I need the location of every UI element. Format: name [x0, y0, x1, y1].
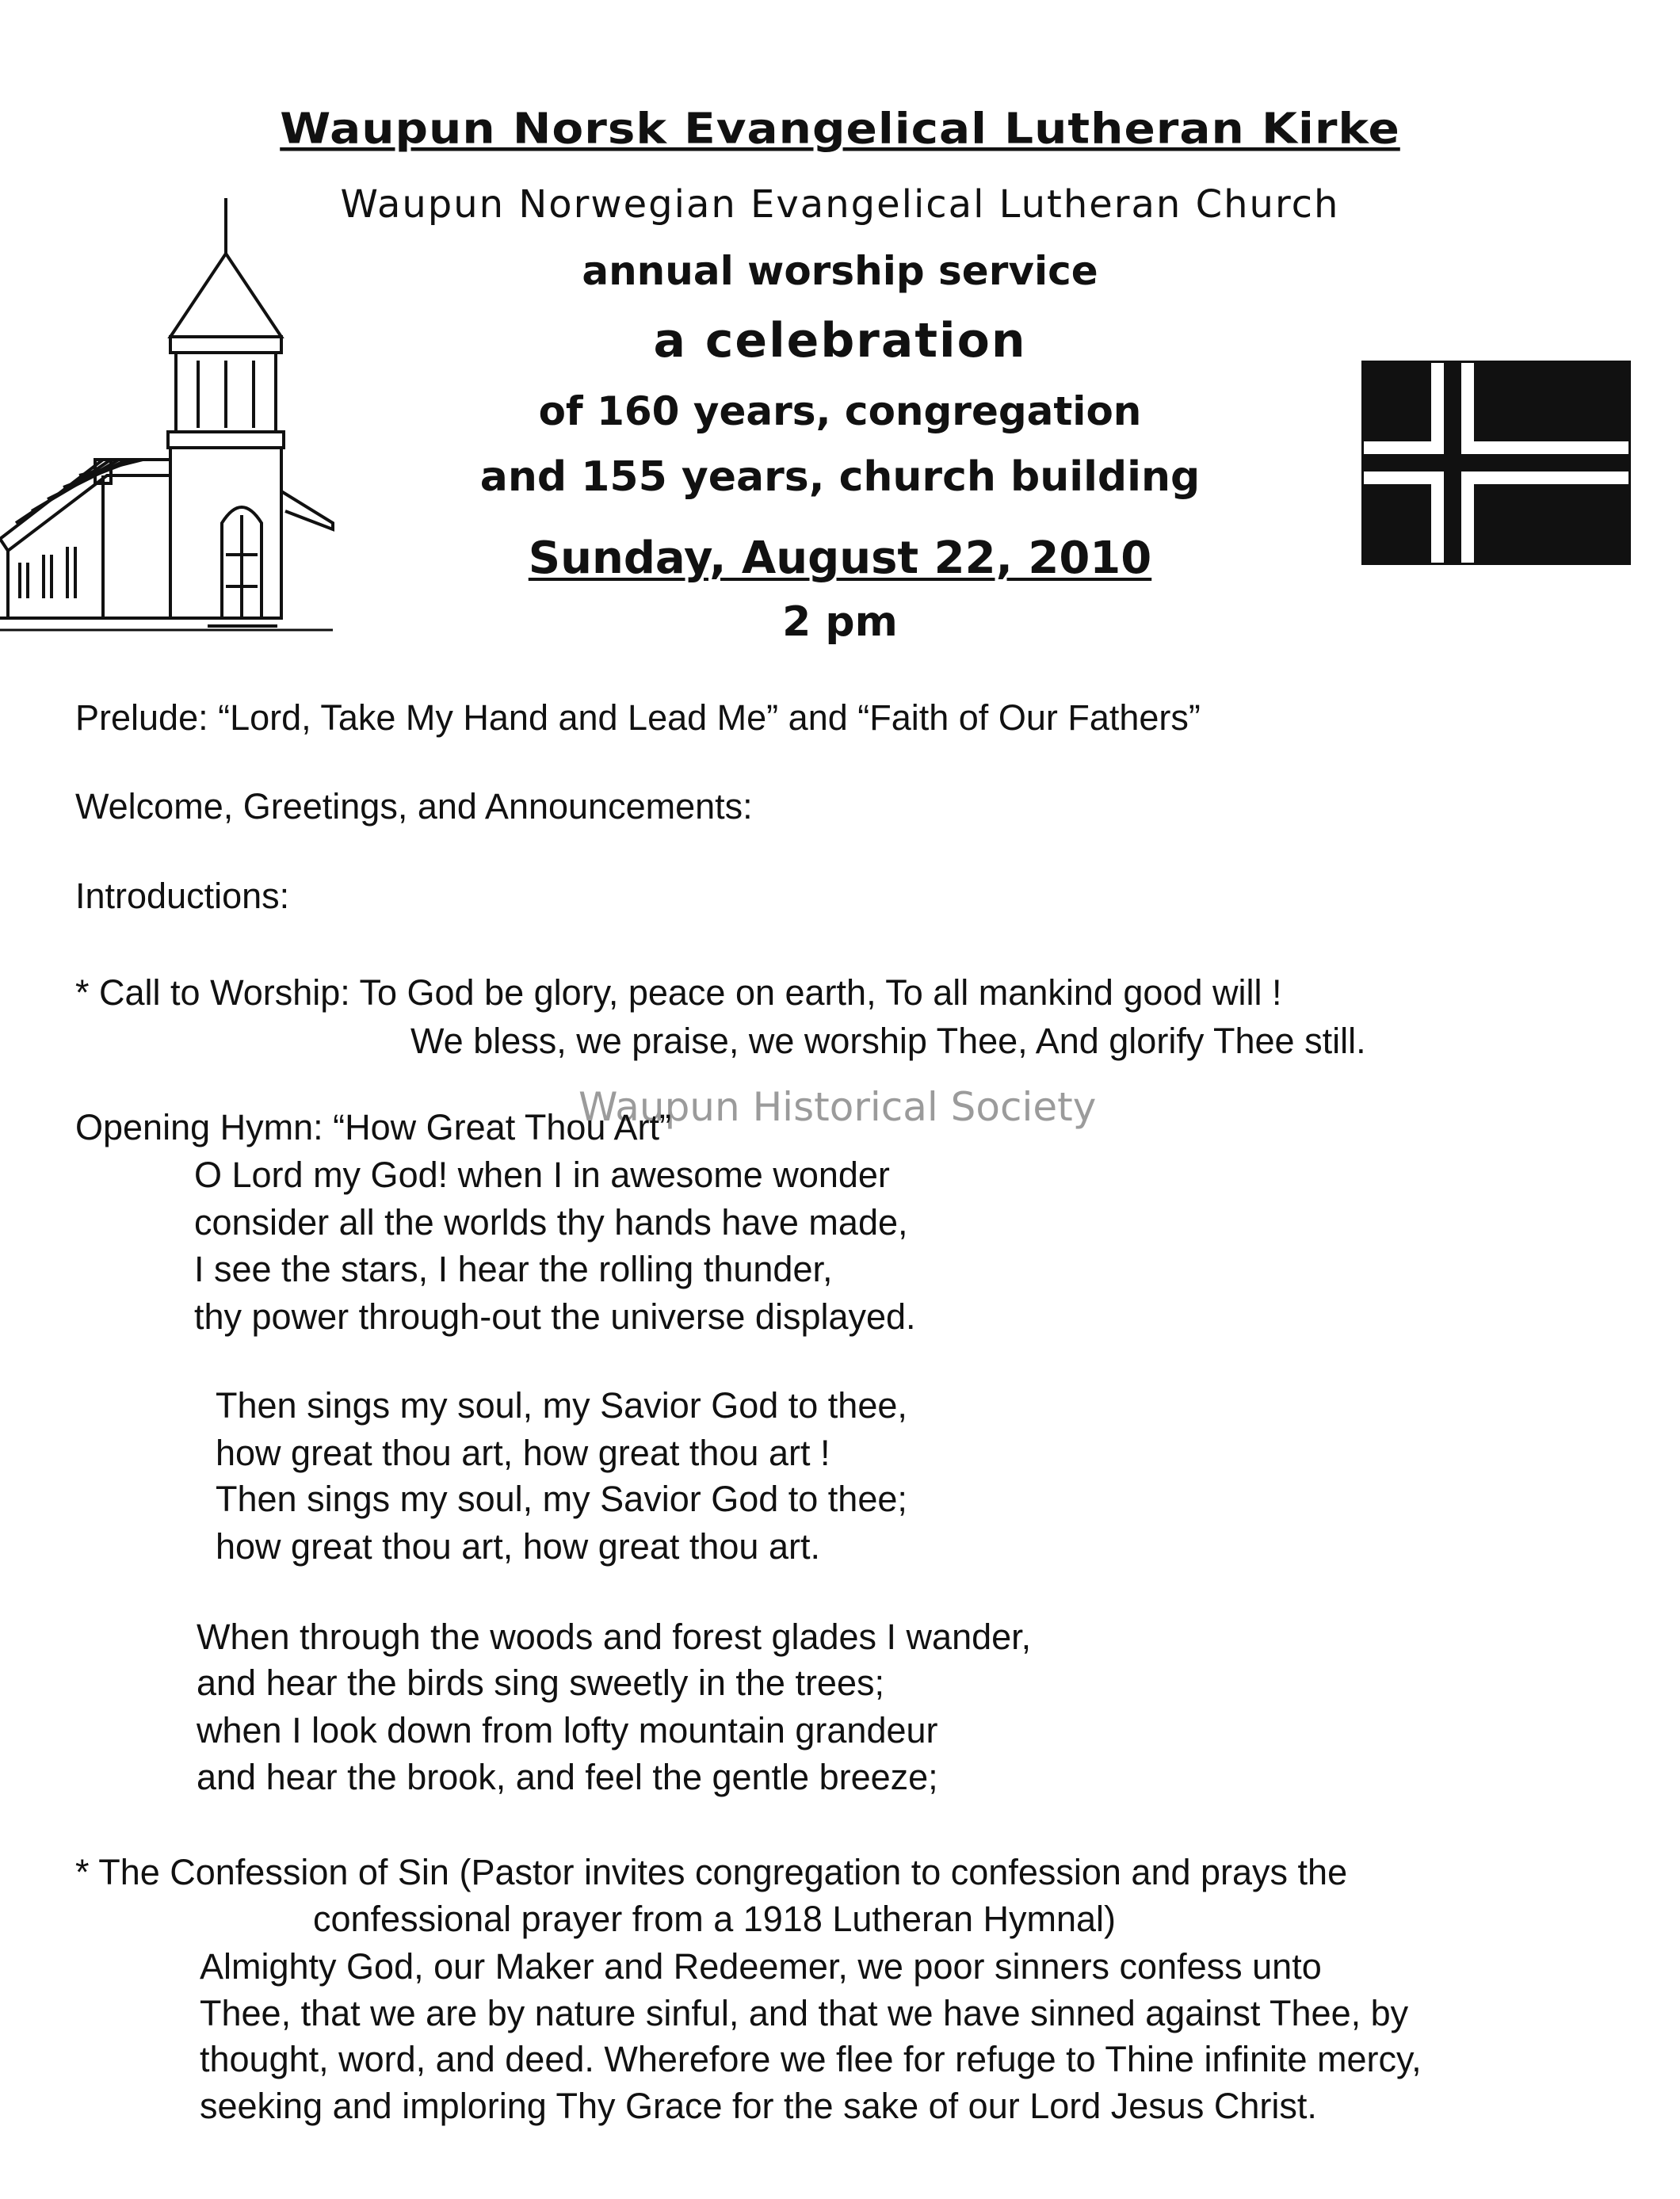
service-time: 2 pm: [782, 598, 898, 646]
building-years-line: and 155 years, church building: [479, 453, 1201, 501]
hymn-line: thy power through-out the universe displayed.: [194, 1296, 916, 1337]
hymn-line: consider all the worlds thy hands have made,: [194, 1202, 908, 1243]
confession-prayer-line: seeking and imploring Thy Grace for the sake of our Lord Jesus Christ.: [200, 2086, 1317, 2126]
prelude-line: Prelude: “Lord, Take My Hand and Lead Me” and “Faith of Our Fathers”: [75, 697, 1201, 738]
norwegian-flag-icon: [1361, 361, 1631, 565]
service-date: Sunday, August 22, 2010: [528, 533, 1152, 584]
celebration-line: a celebration: [653, 313, 1027, 368]
annual-service-line: annual worship service: [582, 248, 1098, 294]
hymn-line: O Lord my God! when I in awesome wonder: [194, 1155, 890, 1195]
hymn-line: and hear the brook, and feel the gentle breeze;: [197, 1757, 938, 1797]
hymn-line: When through the woods and forest glades I wander,: [197, 1617, 1032, 1657]
call-to-worship-line: * Call to Worship: To God be glory, peace on earth, To all mankind good will !: [75, 972, 1282, 1013]
welcome-line: Welcome, Greetings, and Announcements:: [75, 786, 753, 827]
hymn-line: how great thou art, how great thou art.: [216, 1526, 820, 1567]
hymn-line: and hear the birds sing sweetly in the trees;: [197, 1663, 884, 1703]
confession-prayer-line: Almighty God, our Maker and Redeemer, we poor sinners confess unto: [200, 1946, 1322, 1987]
hymn-line: how great thou art, how great thou art !: [216, 1433, 830, 1473]
watermark: Waupun Historical Society: [578, 1084, 1097, 1130]
title-english: Waupun Norwegian Evangelical Lutheran Church: [340, 182, 1340, 227]
hymn-line: I see the stars, I hear the rolling thunder,: [194, 1249, 833, 1289]
title-norwegian: Waupun Norsk Evangelical Lutheran Kirke: [280, 103, 1400, 154]
introductions-line: Introductions:: [75, 876, 290, 916]
confession-subtitle: confessional prayer from a 1918 Lutheran Hymnal): [313, 1899, 1117, 1939]
hymn-line: Then sings my soul, my Savior God to thee;: [216, 1479, 907, 1519]
hymn-line: Then sings my soul, my Savior God to thee,: [216, 1385, 907, 1426]
confession-prayer-line: thought, word, and deed. Wherefore we flee for refuge to Thine infinite mercy,: [200, 2039, 1422, 2079]
opening-hymn-title: Opening Hymn: “How Great Thou Art”: [75, 1107, 671, 1147]
hymn-line: when I look down from lofty mountain grandeur: [197, 1710, 938, 1750]
church-drawing-icon: [0, 198, 341, 642]
call-to-worship-line: We bless, we praise, we worship Thee, And glorify Thee still.: [410, 1021, 1366, 1061]
congregation-years-line: of 160 years, congregation: [538, 388, 1142, 434]
confession-prayer-line: Thee, that we are by nature sinful, and that we have sinned against Thee, by: [200, 1993, 1409, 2033]
confession-title: * The Confession of Sin (Pastor invites congregation to confession and prays the: [75, 1852, 1348, 1892]
